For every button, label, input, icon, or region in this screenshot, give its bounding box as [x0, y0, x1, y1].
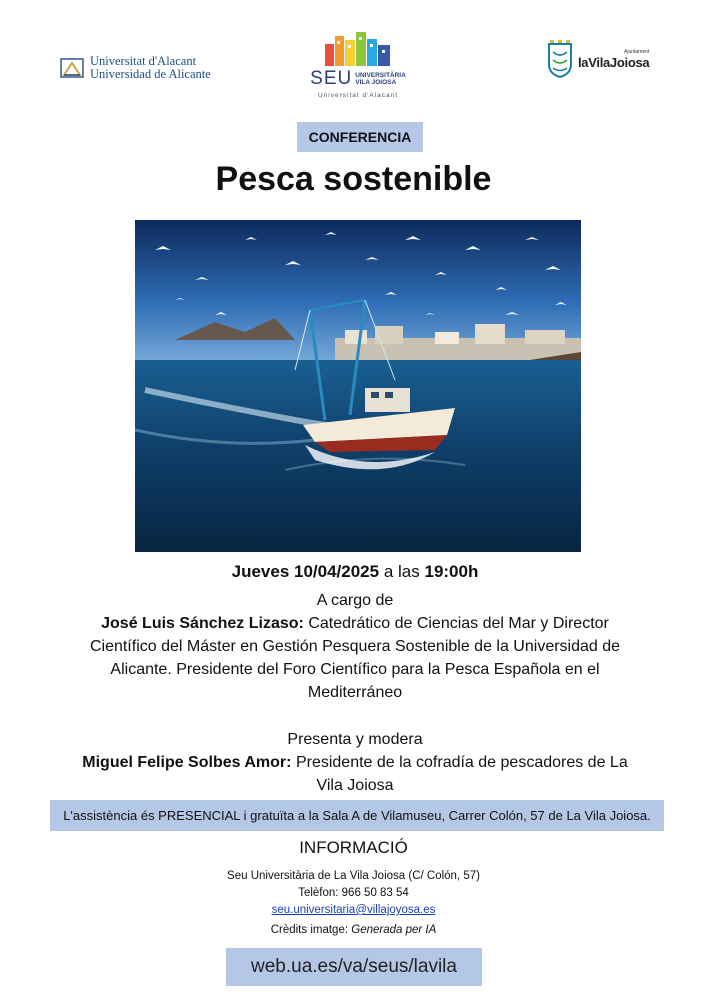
fishing-boat-photo: [135, 220, 581, 552]
page-title: Pesca sostenible: [215, 160, 492, 198]
ua-logo: [60, 55, 211, 81]
info-address: Seu Universitària de La Vila Joiosa (C/ Colón, 57): [227, 870, 480, 882]
event-date: Jueves 10/04/2025: [231, 562, 380, 581]
speaker-name: José Luis Sánchez Lizaso:: [101, 615, 304, 632]
info-phone: Telèfon: 966 50 83 54: [298, 887, 409, 899]
speaker-line-1: [60, 613, 650, 635]
moderator-desc-1: Presidente de la cofradía de pescadores de La: [295, 754, 628, 771]
website-link[interactable]: web.ua.es/va/seus/lavila: [226, 948, 482, 986]
speaker-desc-2: Científico del Máster en Gestión Pesquera Sostenible de la Universidad de: [89, 638, 621, 655]
speaker-desc-3: Alicante. Presidente del Foro Científico para la Pesca Española en el: [110, 661, 600, 678]
moderator-intro: Presenta y modera: [287, 731, 423, 748]
seu-line-1: UNIVERSITÀRIA: [355, 72, 406, 79]
info-email-row: [0, 904, 707, 916]
seu-line-2: VILA JOIOSA: [355, 79, 397, 86]
seu-subtitle: Universitat d'Alacant: [317, 92, 399, 99]
time-connector: a las: [383, 562, 420, 581]
email-link[interactable]: seu.universitaria@villajoyosa.es: [271, 904, 436, 916]
event-type-badge: CONFERENCIA: [297, 122, 423, 152]
event-datetime: [60, 561, 650, 583]
vila-shield-icon: [547, 40, 573, 78]
seu-wordmark: SEU: [310, 68, 353, 89]
attendance-note: L'assistència és PRESENCIAL i gratuïta a la Sala A de Vilamuseu, Carrer Colón, 57 de La Vila Joiosa.: [50, 800, 664, 831]
seu-logo: [298, 30, 418, 105]
vila-joiosa-logo: [547, 40, 649, 78]
image-credits: [0, 924, 707, 936]
moderator-line-1: [60, 752, 650, 774]
event-time: 19:00h: [424, 562, 479, 581]
moderator-name: Miguel Felipe Solbes Amor:: [82, 754, 292, 771]
vila-wordmark: laVilaJoiosa: [578, 54, 650, 70]
ua-name-valencian: Universitat d'Alacant: [90, 54, 197, 68]
speaker-desc-1: Catedrático de Ciencias del Mar y Director: [308, 615, 609, 632]
credits-value: Generada per IA: [351, 924, 437, 936]
moderator-desc-2: Vila Joiosa: [316, 777, 394, 794]
seu-buildings-icon: [323, 30, 393, 66]
ua-name-spanish: Universidad de Alicante: [90, 67, 211, 81]
credits-label: Crèdits imatge:: [270, 924, 349, 936]
speaker-desc-4: Mediterráneo: [307, 684, 403, 701]
speaker-intro: A cargo de: [316, 592, 394, 609]
ua-emblem-icon: [60, 56, 84, 80]
vila-ajuntament-label: Ajuntament: [624, 48, 650, 55]
info-heading: INFORMACIÓ: [299, 838, 408, 857]
